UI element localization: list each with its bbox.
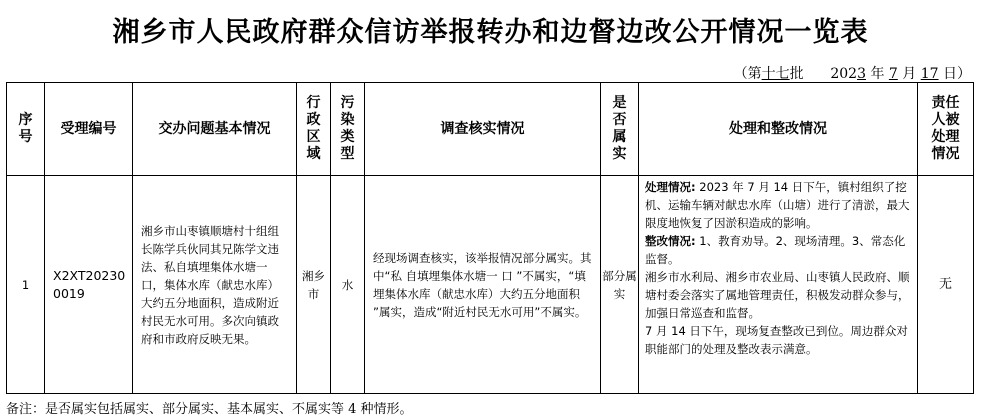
handling-para-4: 7 月 14 日下午，现场复查整改已到位。周边群众对职能部门的处理及整改表示满意。: [645, 324, 908, 356]
cell-case-no: X2XT202300019: [45, 176, 133, 394]
page-title: 湘乡市人民政府群众信访举报转办和边督边改公开情况一览表: [112, 17, 869, 48]
batch-year-word: 年: [870, 66, 885, 82]
petition-table: [6, 82, 974, 394]
batch-number: 十七: [761, 66, 790, 82]
header-verified: 是否属实: [601, 83, 639, 176]
batch-year-prefix: 202: [830, 66, 858, 82]
header-investigation: 调查核实情况: [365, 83, 601, 176]
batch-year-last: 3: [857, 66, 866, 82]
header-region: 行政区域: [297, 83, 331, 176]
cell-accountability: 无: [918, 176, 974, 394]
header-pollution: 污染类型: [331, 83, 365, 176]
handling-para-2: 整改情况: 1、教育劝导。2、现场清理。3、常态化监督。: [645, 234, 906, 266]
cell-seq: 1: [7, 176, 45, 394]
batch-info: [734, 63, 971, 83]
header-case-no: 受理编号: [45, 83, 133, 176]
header-accountability: 责任人被处理情况: [918, 83, 974, 176]
header-row: [7, 83, 974, 176]
header-handling: 处理和整改情况: [639, 83, 918, 176]
batch-month: 7: [888, 66, 898, 82]
cell-pollution: 水: [331, 176, 365, 394]
cell-handling: [639, 176, 918, 394]
footnote: 备注：是否属实包括属实、部分属实、基本属实、不属实等 4 种情形。: [6, 402, 413, 417]
cell-issue: 湘乡市山枣镇顺塘村十组组长陈学兵伙同其兄陈学文违法、私自填埋集体水塘一口，集体水库（献忠水库）大约五分地面积，造成附近村民无水可用。多次向镇政府和市政府反映无果。: [133, 176, 297, 394]
header-issue: 交办问题基本情况: [133, 83, 297, 176]
batch-day-word: 日）: [943, 66, 971, 82]
batch-word: 批: [789, 66, 804, 82]
batch-month-word: 月: [902, 66, 917, 82]
handling-para-1: 处理情况: 2023 年 7 月 14 日下午，镇村组织了挖机、运输车辆对献忠水库（山塘）进行了清淤，最大限度地恢复了因淤积造成的影响。: [645, 180, 910, 230]
header-seq: 序号: [7, 83, 45, 176]
handling-para-3: 湘乡市水利局、湘乡市农业局、山枣镇人民政府、顺塘村委会落实了属地管理责任，积极发动群众参与，加强日常巡查和监督。: [645, 270, 910, 320]
cell-region: 湘乡市: [297, 176, 331, 394]
batch-open: （第: [733, 66, 762, 82]
table-row: [7, 176, 974, 394]
batch-day: 17: [920, 66, 939, 82]
cell-verified: 部分属实: [601, 176, 639, 394]
cell-investigation: 经现场调查核实，该举报情况部分属实。其中“私 自填埋集体水塘一 口 ”不属实，“填埋集体水库（献忠水库）大约五分地面积 ”属实，造成“附近村民无水可用”不属实。: [365, 176, 601, 394]
